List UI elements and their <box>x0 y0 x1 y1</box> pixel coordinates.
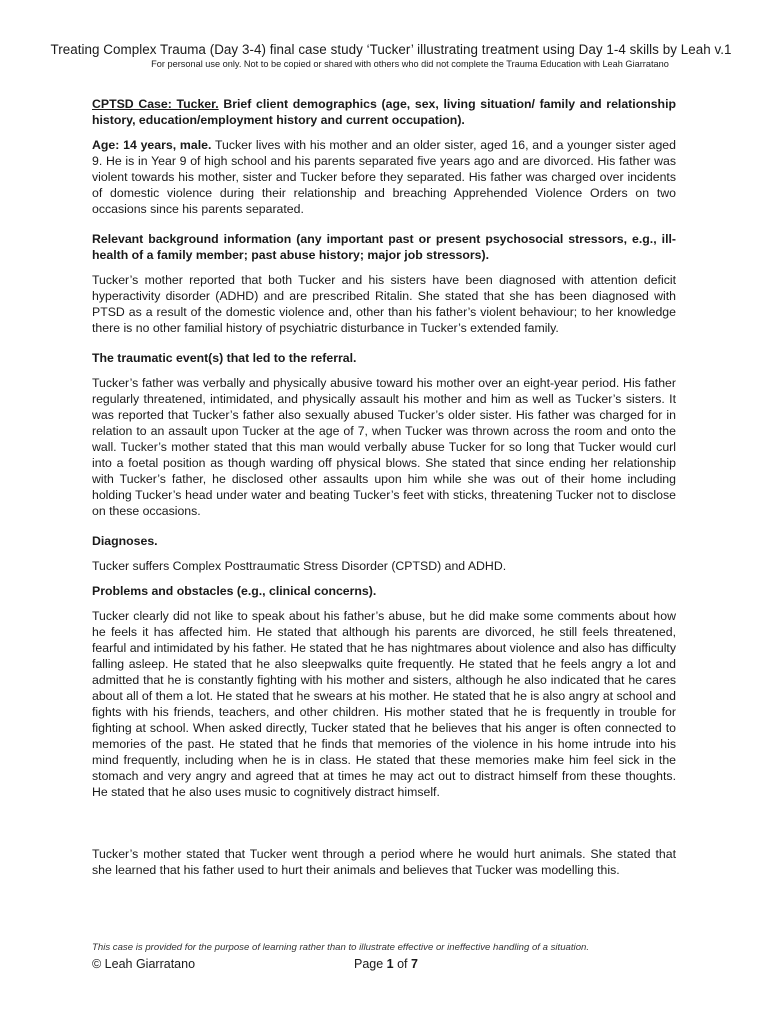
page-indicator <box>354 957 418 971</box>
page-of: of <box>393 957 411 971</box>
problems-paragraph: Tucker clearly did not like to speak about his father’s abuse, but he did make some comments about how he feels it has affected him. He stated that although his parents are divorced, he still feels threatened, fearful and intimidated by his father. He stated that he has nightmares about violence and also has difficulty falling asleep. He stated that he also sleepwalks quite frequently. He stated that he feels angry a lot and admitted that he is constantly fighting with his mother and sisters, although he also indicated that he cares about all of them a lot. He stated that he swears at his mother. He stated that he is also angry at school and fights with his friends, teachers, and other children. His mother stated that he is frequently in trouble for fighting at school. When asked directly, Tucker stated that he believes that his anger is often connected to memories of the past. He stated that he finds that memories of the violence in his home intrude into his mind frequently, including when he is in class. He stated that these memories make him feel sick in the stomach and very angry and agreed that at times he may act out to distract himself from these thoughts. He stated that he also uses music to cognitively distract himself. <box>92 609 676 799</box>
page-header <box>0 42 768 69</box>
animals-paragraph: Tucker’s mother stated that Tucker went through a period where he would hurt animals. She stated that she learned that his father used to hurt their animals and believes that Tucker was modelling this. <box>92 847 676 877</box>
document-title: Treating Complex Trauma (Day 3-4) final case study ‘Tucker’ illustrating treatment using Day 1-4 skills by Leah v.1 <box>50 42 732 57</box>
page-total: 7 <box>411 957 418 971</box>
demographics-lead: Age: 14 years, male. <box>92 138 212 152</box>
page-number: 1 <box>386 957 394 971</box>
usage-notice: For personal use only. Not to be copied or shared with others who did not complete the Trauma Education with Leah Giarratano <box>151 59 669 69</box>
demographics-paragraph <box>92 137 676 217</box>
demographics-body: Tucker lives with his mother and an older sister, aged 16, and a younger sister aged 9. He is in Year 9 of high school and his parents separated five years ago and are divorced. His father was violent towards his mother, sister and Tucker before they separated. His father was charged over incidents of domestic violence during their relationship and breaching Apprehended Violence Orders on two occasions since his parents separated. <box>92 138 676 216</box>
trauma-heading: The traumatic event(s) that led to the referral. <box>92 351 357 365</box>
demographics-heading-text: Brief client demographics (age, sex, living situation/ family and relationship history, education/employment history and current occupation). <box>92 97 676 127</box>
footer-disclaimer: This case is provided for the purpose of learning rather than to illustrate effective or ineffective handling of a situation. <box>92 942 590 953</box>
page-footer <box>92 942 676 973</box>
demographics-heading <box>92 96 676 128</box>
background-paragraph: Tucker’s mother reported that both Tucker and his sisters have been diagnosed with attention deficit hyperactivity disorder (ADHD) and are prescribed Ritalin. She stated that she has been diagnosed with PTSD as a result of the domestic violence and, other than his father’s violent behaviour; to her knowledge there is no other familial history of psychiatric disturbance in Tucker’s extended family. <box>92 273 676 335</box>
problems-heading: Problems and obstacles (e.g., clinical concerns). <box>92 584 377 598</box>
footer-copyright: © Leah Giarratano <box>92 957 196 971</box>
trauma-paragraph: Tucker’s father was verbally and physically abusive toward his mother over an eight-year period. His father regularly threatened, intimidated, and physically assault his mother and him as well as Tucker’s sisters. It was reported that Tucker’s father also sexually abused Tucker’s older sister. His father was charged for in relation to an assault upon Tucker at the age of 7, when Tucker was thrown across the room and onto the wall. Tucker’s mother stated that this man would verbally abuse Tucker for so long that Tucker would curl into a foetal position as though warding off physical blows. She stated that since ending her relationship with Tucker’s father, he disclosed other assaults upon him while she was out of their home including holding Tucker’s head under water and beating Tucker’s feet with sticks, threatening Tucker not to disclose on these occasions. <box>92 376 676 518</box>
case-label: CPTSD Case: Tucker. <box>92 97 219 111</box>
diagnoses-heading: Diagnoses. <box>92 534 158 548</box>
diagnoses-paragraph: Tucker suffers Complex Posttraumatic Stress Disorder (CPTSD) and ADHD. <box>92 559 507 573</box>
background-heading: Relevant background information (any important past or present psychosocial stressors, e.g., ill-health of a family member; past abuse history; major job stressors). <box>92 232 676 262</box>
document-body <box>92 96 676 878</box>
page-word: Page <box>354 957 387 971</box>
